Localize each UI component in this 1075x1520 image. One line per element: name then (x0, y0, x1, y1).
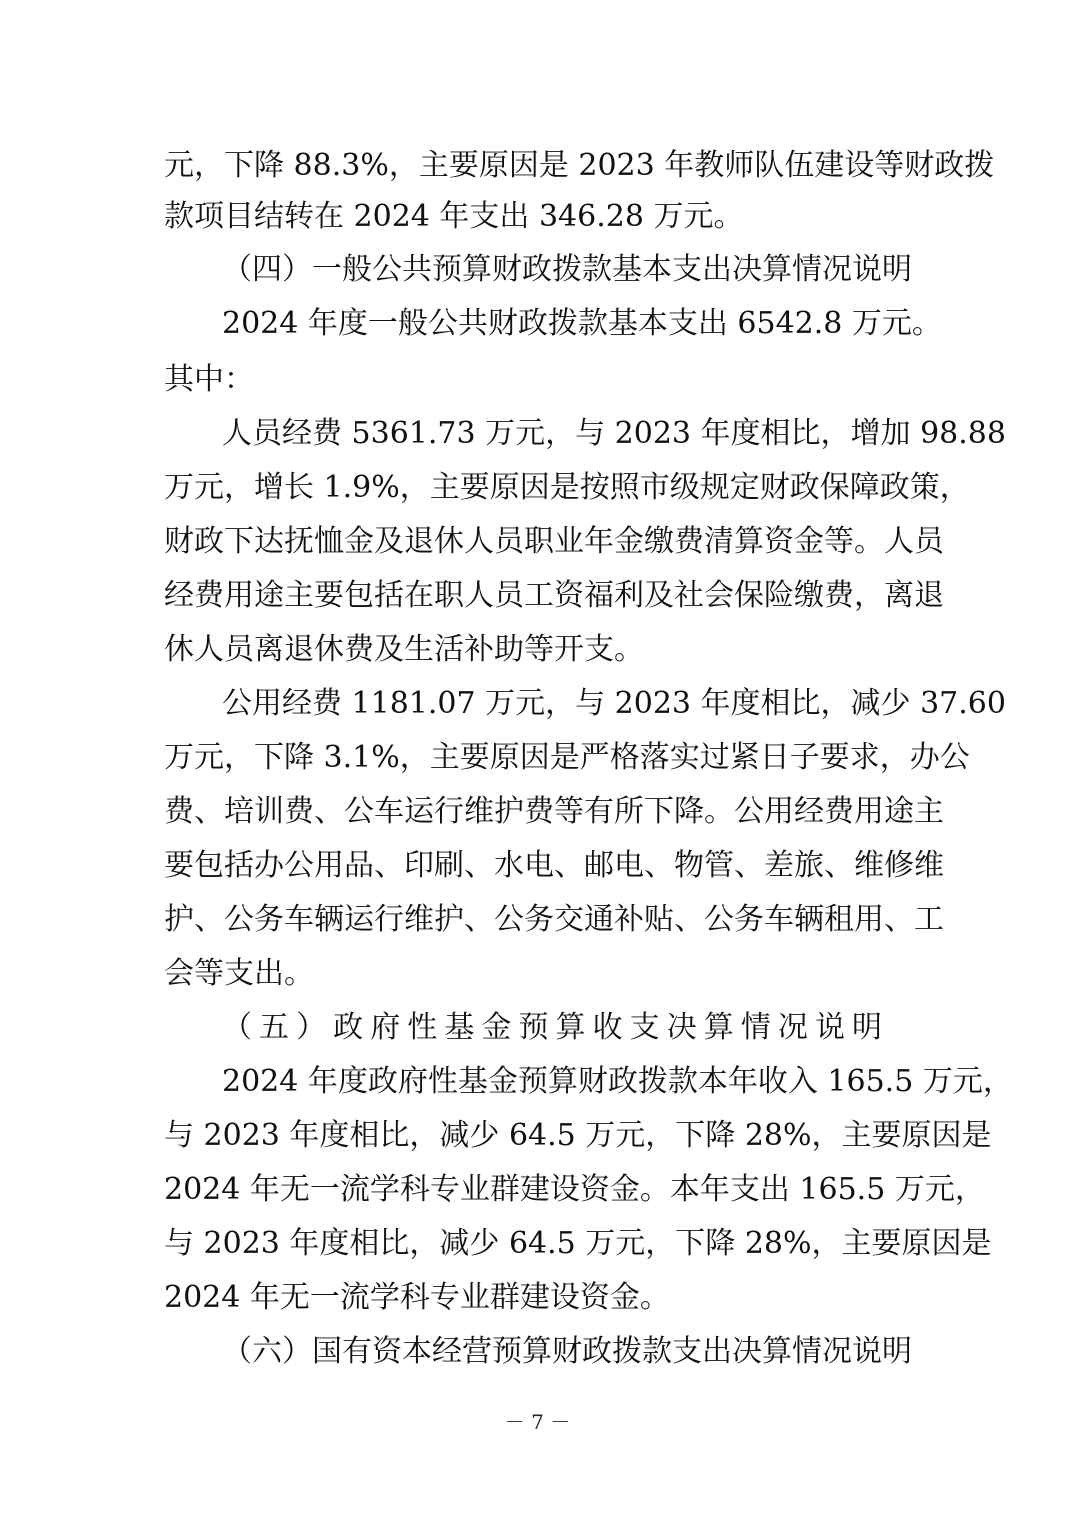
body-text-line: 2024 年无一流学科专业群建设资金。 (164, 1280, 670, 1315)
body-text-line: 万元，增长 1.9%，主要原因是按照市级规定财政保障政策， (164, 470, 970, 505)
body-text-line: 费、培训费、公车运行维护费等有所下降。公用经费用途主 (164, 794, 944, 829)
body-text-line: 人员经费 5361.73 万元，与 2023 年度相比，增加 98.88 (222, 416, 1006, 451)
body-text-line: 财政下达抚恤金及退休人员职业年金缴费清算资金等。人员 (164, 524, 944, 559)
body-text-line: 护、公务车辆运行维护、公务交通补贴、公务车辆租用、工 (164, 902, 944, 937)
body-text-line: 款项目结转在 2024 年支出 346.28 万元。 (164, 199, 744, 234)
body-text-line: 万元，下降 3.1%，主要原因是严格落实过紧日子要求，办公 (164, 740, 970, 775)
section-heading-6: （六）国有资本经营预算财政拨款支出决算情况说明 (222, 1334, 912, 1369)
body-text-line: 2024 年无一流学科专业群建设资金。本年支出 165.5 万元， (164, 1172, 985, 1207)
body-text-line: 与 2023 年度相比，减少 64.5 万元，下降 28%，主要原因是 (164, 1118, 992, 1153)
body-text-line: 休人员离退休费及生活补助等开支。 (164, 632, 644, 667)
body-text-line: 要包括办公用品、印刷、水电、邮电、物管、差旅、维修维 (164, 848, 944, 883)
body-text-line: 2024 年度一般公共财政拨款基本支出 6542.8 万元。 (222, 306, 942, 341)
body-text-line: 公用经费 1181.07 万元，与 2023 年度相比，减少 37.60 (222, 686, 1006, 721)
page-number: － 7 － (504, 1410, 571, 1434)
body-text-line: 经费用途主要包括在职人员工资福利及社会保险缴费，离退 (164, 578, 944, 613)
body-text-line: 与 2023 年度相比，减少 64.5 万元，下降 28%，主要原因是 (164, 1226, 992, 1261)
body-text-line: 元，下降 88.3%，主要原因是 2023 年教师队伍建设等财政拨 (164, 148, 995, 183)
body-text-line: 2024 年度政府性基金预算财政拨款本年收入 165.5 万元， (222, 1064, 1013, 1099)
section-heading-5: （五）政府性基金预算收支决算情况说明 (222, 1010, 882, 1045)
body-text-line: 其中： (164, 362, 254, 397)
body-text-line: 会等支出。 (164, 956, 314, 991)
section-heading-4: （四）一般公共预算财政拨款基本支出决算情况说明 (222, 252, 912, 287)
